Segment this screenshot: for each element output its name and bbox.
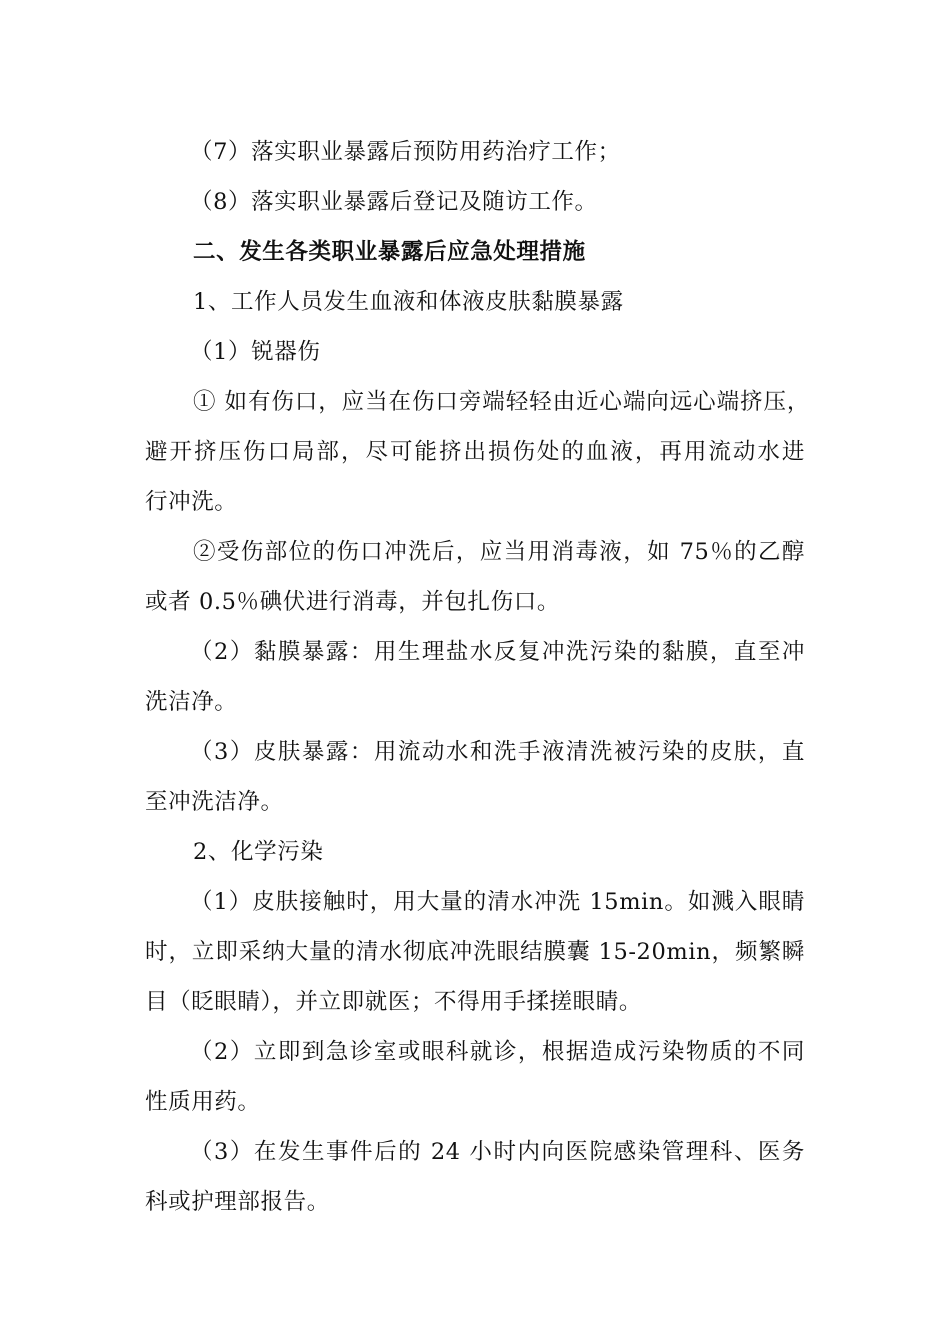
- paragraph-line: 至冲洗洁净。: [145, 789, 284, 815]
- paragraph-line: 行冲洗。: [145, 489, 238, 515]
- paragraph-line: （3）皮肤暴露：用流动水和洗手液清洗被污染的皮肤，直: [190, 739, 805, 765]
- paragraph-line: 洗洁净。: [145, 689, 238, 715]
- list-item-8: （8）落实职业暴露后登记及随访工作。: [190, 189, 598, 215]
- paragraph-line: ① 如有伤口，应当在伤口旁端轻轻由近心端向远心端挤压，: [193, 389, 810, 415]
- paragraph-line: 时，立即采纳大量的清水彻底冲洗眼结膜囊 15-20min，频繁瞬: [145, 939, 805, 965]
- paragraph-line: （2）黏膜暴露：用生理盐水反复冲洗污染的黏膜，直至冲: [190, 639, 805, 665]
- paragraph-line: （2）立即到急诊室或眼科就诊，根据造成污染物质的不同: [190, 1039, 805, 1065]
- paragraph-line: 科或护理部报告。: [145, 1189, 330, 1215]
- item-heading-sharp-injury: （1）锐器伤: [190, 339, 321, 365]
- list-item-7: （7）落实职业暴露后预防用药治疗工作；: [190, 139, 621, 165]
- paragraph-line: 性质用药。: [145, 1089, 261, 1115]
- paragraph-line: 避开挤压伤口局部，尽可能挤出损伤处的血液，再用流动水进: [145, 439, 805, 465]
- section-heading-2: 二、发生各类职业暴露后应急处理措施: [193, 239, 586, 265]
- subsection-heading-2: 2、化学污染: [193, 839, 324, 865]
- paragraph-line: （1）皮肤接触时，用大量的清水冲洗 15min。如溅入眼睛: [190, 889, 805, 915]
- paragraph-line: 或者 0.5％碘伏进行消毒，并包扎伤口。: [145, 589, 560, 615]
- paragraph-line: ②受伤部位的伤口冲洗后，应当用消毒液，如 75％的乙醇: [193, 539, 805, 565]
- paragraph-line: （3）在发生事件后的 24 小时内向医院感染管理科、医务: [190, 1139, 805, 1165]
- subsection-heading-1: 1、工作人员发生血液和体液皮肤黏膜暴露: [193, 289, 624, 315]
- paragraph-line: 目（眨眼睛），并立即就医；不得用手揉搓眼睛。: [145, 989, 642, 1015]
